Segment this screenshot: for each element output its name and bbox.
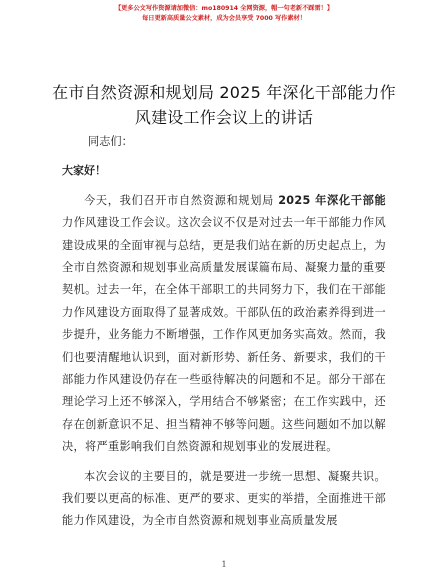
promo-line-2[interactable]: 每日更新高质量公文素材，成为会员享受 7000 写作素材！ <box>142 15 306 22</box>
promo-line-1[interactable]: 【更多公文写作资源请加微信：mo180914 全网资源，帽一句老新不踩雷！】 <box>114 5 334 12</box>
paragraph-1-start: 今天，我们召开市自然资源和规划局 <box>84 193 279 207</box>
paragraph-1-rest: 力作风建设工作会议。这次会议不仅是对过去一年干部能力作风建设成果的全面审视与总结，更是我们站在新的历史起点上，为全市自然资源和规划事业高质量发展谋篇布局、凝聚力量的重要契机。过去一年，在全体干部职工的共同努力下，我们在干部能力作风建设方面取得了显著成效。干部队伍的政治素养得到进一步提升，业务能力不断增强，工作作风更加务实高效。然而，我们也要清醒地认识到，面对新形势、新任务、新要求，我们的干部能力作风建设仍存在一些亟待解决的问题和不足。部分干部在理论学习上还不够深入，学用结合不够紧密；在工作实践中，还存在创新意识不足、担当精神不够等问题。这些问题如不加以解决，将严重影响我们自然资源和规划事业的发展进程。 <box>62 216 386 454</box>
promo-banner[interactable] <box>0 4 448 24</box>
paragraph-1-bold: 2025 年深化干部能 <box>278 193 386 207</box>
paragraph-1 <box>62 190 386 459</box>
title-line-1: 在市自然资源和规划局 2025 年深化干部能力作 <box>52 83 396 102</box>
greeting: 大家好！ <box>62 164 106 178</box>
page-number: 1 <box>221 560 227 569</box>
title-line-2: 风建设工作会议上的讲话 <box>134 108 314 127</box>
salutation: 同志们： <box>88 135 133 148</box>
document-body <box>62 131 386 540</box>
paragraph-2: 本次会议的主要目的，就是要进一步统一思想、凝聚共识。我们要以更高的标准、更严的要求、更实的举措，全面推进干部能力作风建设，为全市自然资源和规划事业高质量发展 <box>62 469 386 528</box>
document-title <box>0 80 448 130</box>
